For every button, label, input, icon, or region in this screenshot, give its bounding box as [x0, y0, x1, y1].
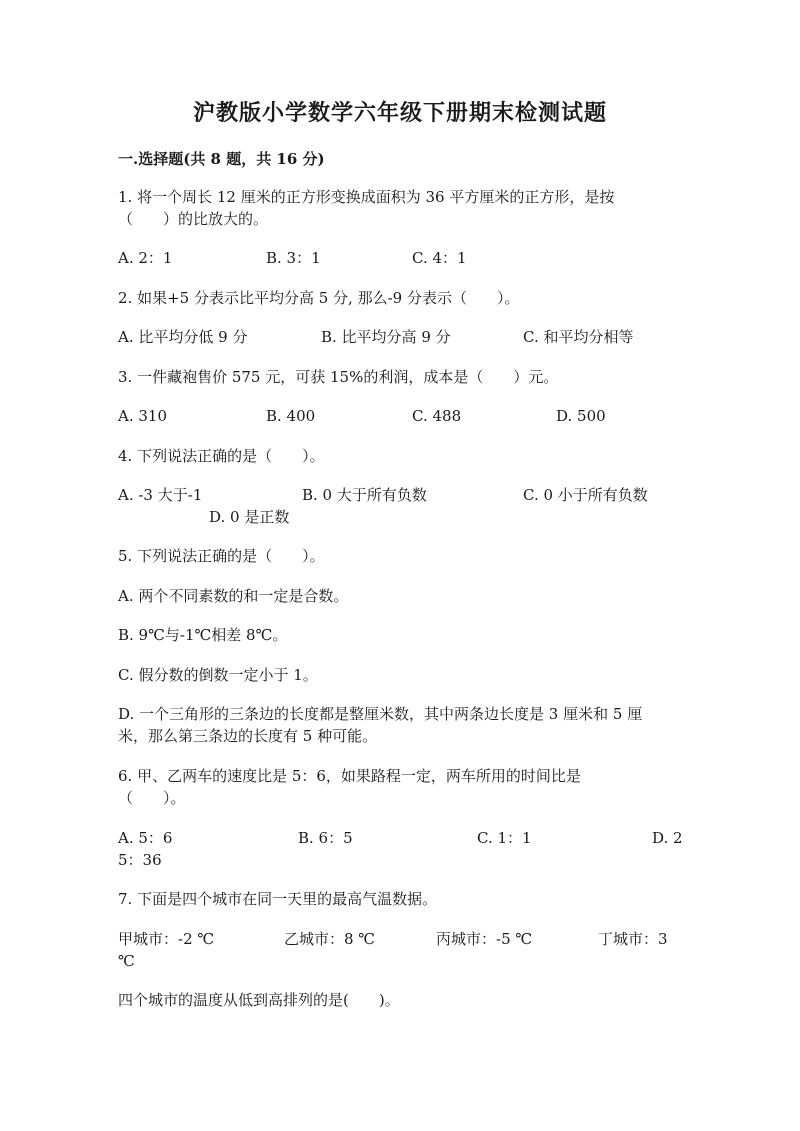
city-jia-temp: 甲城市：-2 ℃: [118, 930, 215, 948]
question-5-option-a: A. 两个不同素数的和一定是合数。: [118, 587, 349, 605]
section-heading: 一.选择题(共 8 题，共 16 分): [118, 150, 325, 168]
question-2-option-b: B. 比平均分高 9 分: [321, 328, 451, 346]
question-4-text: 4. 下列说法正确的是（ ）。: [118, 447, 325, 465]
question-5-option-d-cont: 米，那么第三条边的长度有 5 种可能。: [118, 727, 378, 745]
question-7-prompt: 四个城市的温度从低到高排列的是( )。: [118, 991, 400, 1009]
question-1-option-c: C. 4：1: [412, 249, 467, 267]
city-ding-temp: 丁城市：3: [598, 930, 668, 948]
question-3-text: 3. 一件藏袍售价 575 元，可获 15%的利润，成本是（ ）元。: [118, 368, 559, 386]
city-bing-temp: 丙城市：-5 ℃: [436, 930, 533, 948]
question-1-text: 1. 将一个周长 12 厘米的正方形变换成面积为 36 平方厘米的正方形，是按: [118, 188, 615, 206]
question-4-option-c: C. 0 小于所有负数: [523, 486, 648, 504]
page-title: 沪教版小学数学六年级下册期末检测试题: [192, 100, 607, 126]
question-3-option-c: C. 488: [412, 407, 462, 425]
question-5-option-c: C. 假分数的倒数一定小于 1。: [118, 666, 318, 684]
question-3-option-a: A. 310: [118, 407, 167, 425]
question-6-text-cont: （ ）。: [118, 789, 186, 807]
question-2-text: 2. 如果+5 分表示比平均分高 5 分, 那么-9 分表示（ ）。: [118, 289, 520, 307]
question-3-option-d: D. 500: [556, 407, 606, 425]
question-4-option-a: A. -3 大于-1: [118, 486, 203, 504]
question-1-option-a: A. 2：1: [118, 249, 173, 267]
city-ding-temp-cont: ℃: [118, 952, 135, 970]
question-5-option-d: D. 一个三角形的三条边的长度都是整厘米数，其中两条边长度是 3 厘米和 5 厘: [118, 705, 643, 723]
question-2-option-a: A. 比平均分低 9 分: [118, 328, 248, 346]
question-5-option-b: B. 9℃与-1℃相差 8℃。: [118, 626, 288, 644]
question-1-option-b: B. 3：1: [266, 249, 321, 267]
question-1-text-cont: （ ）的比放大的。: [118, 210, 269, 228]
question-6-text: 6. 甲、乙两车的速度比是 5：6，如果路程一定，两车所用的时间比是: [118, 767, 581, 785]
question-4-option-d: D. 0 是正数: [209, 508, 290, 526]
question-5-text: 5. 下列说法正确的是（ ）。: [118, 547, 325, 565]
question-6-option-b: B. 6：5: [298, 829, 353, 847]
question-6-option-d: D. 2: [652, 829, 683, 847]
question-4-option-b: B. 0 大于所有负数: [302, 486, 427, 504]
question-2-option-c: C. 和平均分相等: [523, 328, 634, 346]
question-6-option-c: C. 1：1: [477, 829, 532, 847]
question-7-text: 7. 下面是四个城市在同一天里的最高气温数据。: [118, 890, 438, 908]
question-3-option-b: B. 400: [266, 407, 316, 425]
city-yi-temp: 乙城市：8 ℃: [284, 930, 376, 948]
question-6-option-a: A. 5：6: [118, 829, 173, 847]
question-6-option-d-cont: 5：36: [118, 851, 162, 869]
